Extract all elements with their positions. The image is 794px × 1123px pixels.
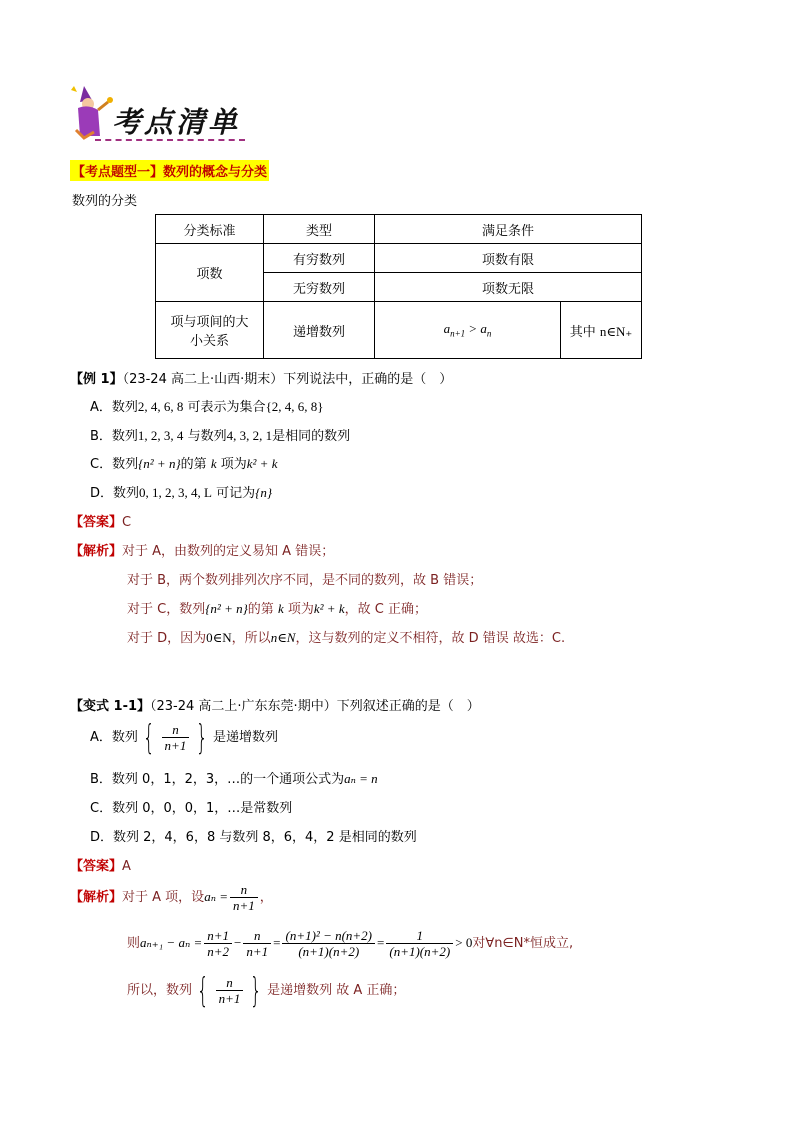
answer-label: 【答案】 xyxy=(70,515,123,530)
analysis-line-2: 对于 B，两个数列排列次序不同，是不同的数列，故 B 错误； xyxy=(127,573,483,588)
table-cell xyxy=(156,302,264,359)
analysis-label: 【解析】 xyxy=(70,544,123,559)
wizard-mascot-logo xyxy=(70,82,118,142)
option-text: 与数列 xyxy=(187,429,227,444)
option-text: 项为 xyxy=(220,457,247,472)
answer-label: 【答案】 xyxy=(70,859,123,874)
math-expr: {n} xyxy=(255,485,273,500)
denominator: n+1 xyxy=(164,738,187,753)
numerator: 1 xyxy=(386,928,453,944)
option-prefix: B．数列 xyxy=(90,429,138,444)
table-header-cell: 分类标准 xyxy=(156,215,264,244)
table-row xyxy=(156,215,642,244)
criterion-line2: 小关系 xyxy=(189,334,229,349)
option-prefix: A．数列 xyxy=(90,400,138,415)
table-cell: 无穷数列 xyxy=(264,273,375,302)
intro-text: 数列的分类 xyxy=(72,194,138,209)
numerator: (n+1)² − n(n+2) xyxy=(282,928,375,944)
variant-option-b xyxy=(90,768,378,787)
option-prefix: C．数列 xyxy=(90,457,139,472)
analysis-text: ， xyxy=(259,890,273,905)
math-expr: 1, 2, 3, 4 xyxy=(137,428,184,443)
math-expr: n² + n xyxy=(210,601,243,616)
variant1-header xyxy=(70,695,480,714)
option-a xyxy=(90,396,324,415)
math-expr: aₙ = xyxy=(204,889,228,904)
left-brace: { xyxy=(142,717,155,758)
analysis-text: ，故 C 正确； xyxy=(344,602,427,617)
table-cell: 项数 xyxy=(156,244,264,302)
page-title: 考点清单 xyxy=(112,105,241,139)
table-header-cell: 类型 xyxy=(264,215,375,244)
option-text: 可记为 xyxy=(216,486,256,501)
variant-option-a xyxy=(90,717,278,758)
math-expr: 0, 1, 2, 3, 4, L xyxy=(139,485,212,500)
denominator: n+1 xyxy=(218,991,241,1006)
variant-source: （23-24 高二上·广东东莞·期中）下列叙述正确的是（ ） xyxy=(150,699,480,714)
left-brace: { xyxy=(196,970,209,1011)
right-brace: } xyxy=(196,717,209,758)
table-cell: 项数无限 xyxy=(375,273,642,302)
analysis-text: 是递增数列 故 A 正确； xyxy=(267,983,406,998)
right-brace: } xyxy=(250,970,263,1011)
math-expr: k² + k xyxy=(246,456,278,471)
denominator: (n+1)(n+2) xyxy=(389,944,451,959)
numerator: n xyxy=(216,975,244,991)
table-header-cell: 满足条件 xyxy=(375,215,642,244)
analysis-text: 对∀n∈N*恒成立, xyxy=(472,936,574,951)
numerator: n xyxy=(230,882,258,898)
denominator: n+1 xyxy=(246,944,269,959)
analysis-text: 则 xyxy=(127,936,141,951)
analysis-line-4 xyxy=(127,627,565,646)
denominator: n+2 xyxy=(207,944,230,959)
math-expr: 4, 3, 2, 1 xyxy=(226,428,273,443)
fraction xyxy=(230,882,258,913)
variant-analysis-line-1 xyxy=(70,882,273,913)
option-d xyxy=(90,482,272,501)
note-math: n∈N₊ xyxy=(599,323,633,339)
table-cell: 有穷数列 xyxy=(264,244,375,273)
analysis-text: ，这与数列的定义不相符，故 D 错误 故选：C. xyxy=(295,631,566,646)
condition-cell: $a_{n+1} > a_n$ xyxy=(375,302,561,359)
numerator: n+1 xyxy=(204,928,232,944)
table-row xyxy=(156,302,642,359)
example1-header xyxy=(70,368,452,387)
answer-value: A xyxy=(122,859,131,874)
numerator: n xyxy=(243,928,271,944)
option-c xyxy=(90,453,277,472)
analysis-line-1 xyxy=(70,540,334,559)
math-expr: n∈N xyxy=(270,630,296,645)
option-b xyxy=(90,425,350,444)
analysis-text: 对于 D，因为 xyxy=(127,631,207,646)
section-tag-text: 数列的概念与分类 xyxy=(163,165,268,180)
math-expr: n² + n xyxy=(143,456,176,471)
analysis-text: 对于 A，由数列的定义易知 A 错误； xyxy=(122,544,335,559)
math-expr: {2, 4, 6, 8} xyxy=(265,399,324,414)
math-expr: > 0 xyxy=(455,935,473,950)
analysis-text: 所以，数列 xyxy=(127,983,193,998)
fraction xyxy=(282,928,375,959)
example-source: （23-24 高二上·山西·期末）下列说法中，正确的是（ ） xyxy=(122,372,453,387)
analysis-line-3 xyxy=(127,598,427,617)
table-cell: 递增数列 xyxy=(264,302,375,359)
fraction xyxy=(386,928,453,959)
criterion-line1: 项与项间的大 xyxy=(170,315,249,330)
math-var: k xyxy=(210,456,217,471)
fraction xyxy=(204,928,232,959)
analysis-text: ，所以 xyxy=(231,631,271,646)
variant-answer-line xyxy=(70,855,131,874)
math-expr: 0∈N xyxy=(206,630,232,645)
denominator: (n+1)(n+2) xyxy=(298,944,360,959)
option-text: 是递增数列 xyxy=(212,730,278,745)
math-set: {n² + n} xyxy=(205,601,248,616)
variant-analysis-line-3 xyxy=(127,970,406,1011)
variant-label: 【变式 1-1】 xyxy=(70,699,151,714)
math-set: {n² + n} xyxy=(138,456,181,471)
math-expr: aₙ₊₁ − aₙ = xyxy=(140,935,203,950)
fraction xyxy=(216,975,244,1006)
option-text: 的第 xyxy=(180,457,207,472)
table-cell: 项数有限 xyxy=(375,244,642,273)
classification-table xyxy=(155,214,642,359)
fraction xyxy=(162,722,190,753)
answer-line xyxy=(70,511,131,530)
math-var: k xyxy=(277,601,284,616)
numerator: n xyxy=(162,722,190,738)
analysis-text: 项为 xyxy=(287,602,314,617)
section-tag-bracket: 【考点题型一】 xyxy=(72,165,164,180)
option-prefix: A．数列 xyxy=(90,730,138,745)
variant-option-c: C．数列 0，0，0，1，…是常数列 xyxy=(90,801,293,816)
table-cell xyxy=(561,302,642,359)
section-tag xyxy=(70,160,269,181)
answer-value: C xyxy=(122,515,132,530)
analysis-label: 【解析】 xyxy=(70,890,123,905)
analysis-text: 的第 xyxy=(247,602,274,617)
table-row xyxy=(156,244,642,273)
variant-analysis-line-2: 则aₙ₊₁ − aₙ = $\frac{n+1}{n+2}$ − $\frac{n}{n+1}$ = $\frac{\text{(n+1)² − n(n+2)}}{(n+1)(n+2)}$ = $\frac{1}{(n+1)(n+2)}$ > 0对∀n∈N*恒成立, xyxy=(127,928,574,959)
option-text: B．数列 0，1，2，3，…的一个通项公式为 xyxy=(90,772,345,787)
variant-option-d: D．数列 2，4，6，8 与数列 8，6，4，2 是相同的数列 xyxy=(90,830,417,845)
denominator: n+1 xyxy=(232,898,255,913)
analysis-text: 对于 A 项，设 xyxy=(122,890,205,905)
math-expr: k² + k xyxy=(313,601,345,616)
option-text: 可表示为集合 xyxy=(187,400,266,415)
example-label: 【例 1】 xyxy=(70,372,123,387)
math-expr: aₙ = n xyxy=(344,771,378,786)
analysis-text: 对于 C，数列 xyxy=(127,602,206,617)
title-underline xyxy=(95,139,245,141)
note-prefix: 其中 xyxy=(569,324,596,340)
option-text: 是相同的数列 xyxy=(272,429,351,444)
math-expr: 2, 4, 6, 8 xyxy=(137,399,184,414)
option-prefix: D．数列 xyxy=(90,486,140,501)
fraction xyxy=(243,928,271,959)
